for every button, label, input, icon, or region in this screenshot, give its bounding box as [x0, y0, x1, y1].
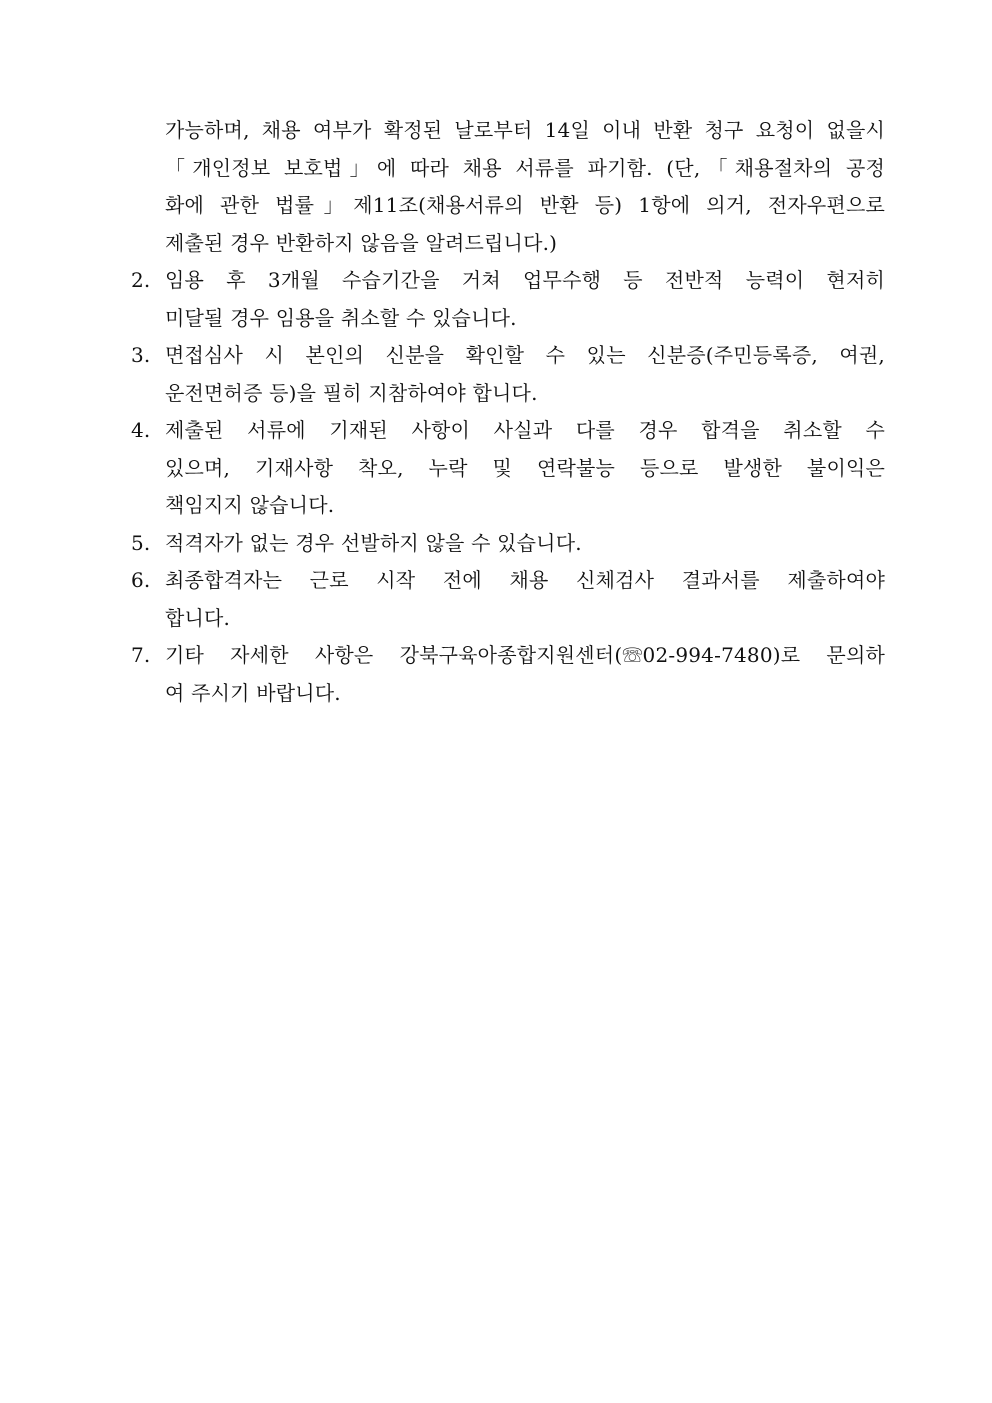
paragraph-line: 제출된 경우 반환하지 않음을 알려드립니다.): [165, 230, 558, 255]
list-item-6: [131, 562, 885, 637]
item-text: [165, 262, 885, 337]
item-line: 면접심사 시 본인의 신분을 확인할 수 있는 신분증(주민등록증, 여권,: [165, 343, 885, 367]
item-line: 적격자가 없는 경우 선발하지 않을 수 있습니다.: [165, 530, 582, 555]
paragraph-line: 「개인정보 보호법」에 따라 채용 서류를 파기함. (단,「채용절차의 공정: [165, 155, 885, 180]
notice-list: [131, 112, 885, 712]
item-line: 운전면허증 등)을 필히 지참하여야 합니다.: [165, 380, 538, 405]
item-text: [165, 562, 885, 637]
item-line: 책임지지 않습니다.: [165, 493, 335, 517]
item-number: 5.: [131, 530, 151, 555]
item-text: [165, 337, 885, 412]
paragraph-line: 가능하며, 채용 여부가 확정된 날로부터 14일 이내 반환 청구 요청이 없을시: [165, 118, 885, 142]
item-line: 제출된 서류에 기재된 사항이 사실과 다를 경우 합격을 취소할 수: [165, 418, 885, 442]
list-item-4: [131, 412, 885, 525]
item-line: 합니다.: [165, 605, 231, 630]
item-number: 7.: [131, 643, 151, 667]
list-item-5: [131, 525, 885, 563]
item-line: 있으며, 기재사항 착오, 누락 및 연락불능 등으로 발생한 불이익은: [165, 455, 885, 480]
list-item-7: [131, 637, 885, 712]
item-number: 3.: [131, 343, 151, 367]
continued-paragraph: [131, 112, 885, 262]
item-line: 기타 자세한 사항은 강북구육아종합지원센터(☏02-994-7480)로 문의하: [165, 643, 885, 667]
item-text: [165, 412, 885, 525]
item-number: 4.: [131, 418, 151, 442]
list-item-2: [131, 262, 885, 337]
list-item-3: [131, 337, 885, 412]
item-text: [165, 637, 885, 712]
item-line: 임용 후 3개월 수습기간을 거쳐 업무수행 등 전반적 능력이 현저히: [165, 268, 885, 292]
item-number: 6.: [131, 568, 151, 592]
item-line: 미달될 경우 임용을 취소할 수 있습니다.: [165, 305, 517, 330]
item-line: 최종합격자는 근로 시작 전에 채용 신체검사 결과서를 제출하여야: [165, 568, 885, 592]
item-number: 2.: [131, 268, 151, 292]
item-text: [165, 525, 885, 563]
item-line: 여 주시기 바랍니다.: [165, 680, 341, 705]
paragraph-line: 화에 관한 법률」제11조(채용서류의 반환 등) 1항에 의거, 전자우편으로: [165, 193, 885, 217]
